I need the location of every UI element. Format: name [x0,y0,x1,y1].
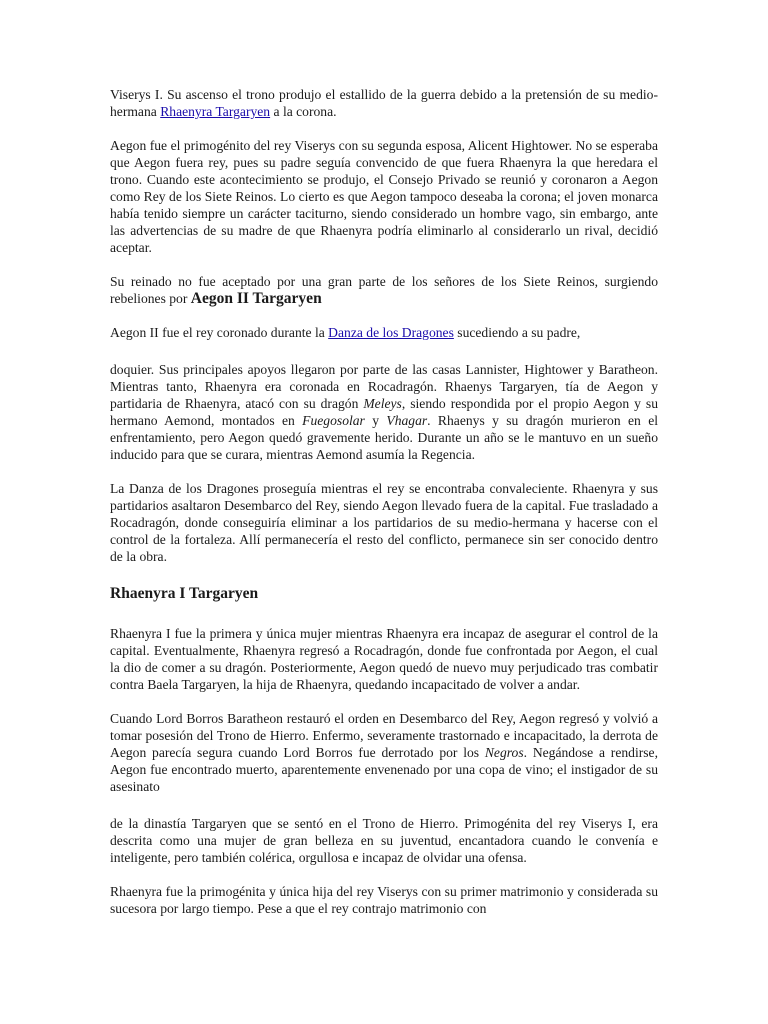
paragraph-1: Viserys I. Su ascenso el trono produjo el estallido de la guerra debido a la pretensión de su medio-hermana Rhaenyra Targaryen a la corona. [110,87,658,119]
heading-rhaenyra-i: Rhaenyra I Targaryen [110,585,259,602]
heading-aegon-ii: Aegon II Targaryen [190,290,322,307]
paragraph-9: de la dinastía Targaryen que se sentó en el Trono de Hierro. Primogénita del rey Viserys I, era descrita como una mujer de gran belleza en su juventud, encantadora cuando le convenía e inteligente, pero también colérica, orgullosa e incapaz de olvidar una ofensa. [110,816,658,865]
paragraph-2: Aegon fue el primogénito del rey Viserys con su segunda esposa, Alicent Hightower. No se esperaba que Aegon fuera rey, pues su padre seguía convencido de que fuera Rhaenyra la que heredara el trono. Cuando este acontecimiento se produjo, el Consejo Privado se reunió y coronaron a Aegon como Rey de los Siete Reinos. Lo cierto es que Aegon tampoco deseaba la corona; el joven monarca había tenido siempre un carácter taciturno, siendo considerado un hombre vago, sin embargo, ante las advertencias de su madre de que Rhaenyra podría eliminarlo al considerarlo un rival, decidió aceptar. [110,138,658,255]
dragon-name-meleys: Meleys [363,396,402,411]
dragon-name-vhagar: Vhagar [386,413,428,428]
paragraph-4: Aegon II fue el rey coronado durante la Danza de los Dragones sucediendo a su padre, [110,325,581,340]
paragraph-8: Cuando Lord Borros Baratheon restauró el orden en Desembarco del Rey, Aegon regresó y volvió a tomar posesión del Trono de Hierro. Enfermo, severamente trastornado e incapacitado, la derrota de Aegon parecía segura cuando Lord Borros fue derrotado por los Negros. Negándose a rendirse, Aegon fue encontrado muerto, aparentemente envenenado por una copa de vino; el instigador de su asesinato [110,711,658,794]
dragon-name-fuegosolar: Fuegosolar [302,413,365,428]
paragraph-6: La Danza de los Dragones proseguía mientras el rey se encontraba convaleciente. Rhaenyra y sus partidarios asaltaron Desembarco del Rey, siendo Aegon llevado fuera de la capital. Fue trasladado a Rocadragón, donde conseguiría eliminar a los partidarios de su medio-hermana y hacerse con el control de la fortaleza. Allí permanecería el resto del conflicto, permanece sin ser conocido dentro de la obra. [110,481,658,564]
faction-name-negros: Negros [484,745,524,760]
link-danza-de-los-dragones[interactable]: Danza de los Dragones [328,325,454,340]
paragraph-5: doquier. Sus principales apoyos llegaron por parte de las casas Lannister, Hightower y Baratheon. Mientras tanto, Rhaenyra era coronada en Rocadragón. Rhaenys Targaryen, tía de Aegon y partidaria de Rhaenyra, atacó con su dragón Meleys, siendo respondida por el propio Aegon y su hermano Aemond, montados en Fuegosolar y Vhagar. Rhaenys y su dragón murieron en el enfrentamiento, pero Aegon quedó gravemente herido. Durante un año se le mantuvo en un sueño inducido para que se curara, mientras Aemond asumía la Regencia. [110,362,659,462]
paragraph-3: Su reinado no fue aceptado por una gran parte de los señores de los Siete Reinos, surgiendo rebeliones por Aegon II Targaryen [110,274,658,307]
link-rhaenyra-targaryen[interactable]: Rhaenyra Targaryen [160,104,271,119]
paragraph-7: Rhaenyra I fue la primera y única mujer mientras Rhaenyra era incapaz de asegurar el control de la capital. Eventualmente, Rhaenyra regresó a Rocadragón, donde fue confrontada por Aegon, el cual la dio de comer a su dragón. Posteriormente, Aegon quedó de nuevo muy perjudicado tras combatir contra Baela Targaryen, la hija de Rhaenyra, quedando incapacitado de volver a andar. [110,626,658,692]
document-body [110,86,658,917]
paragraph-10: Rhaenyra fue la primogénita y única hija del rey Viserys con su primer matrimonio y considerada su sucesora por largo tiempo. Pese a que el rey contrajo matrimonio con [110,884,658,916]
